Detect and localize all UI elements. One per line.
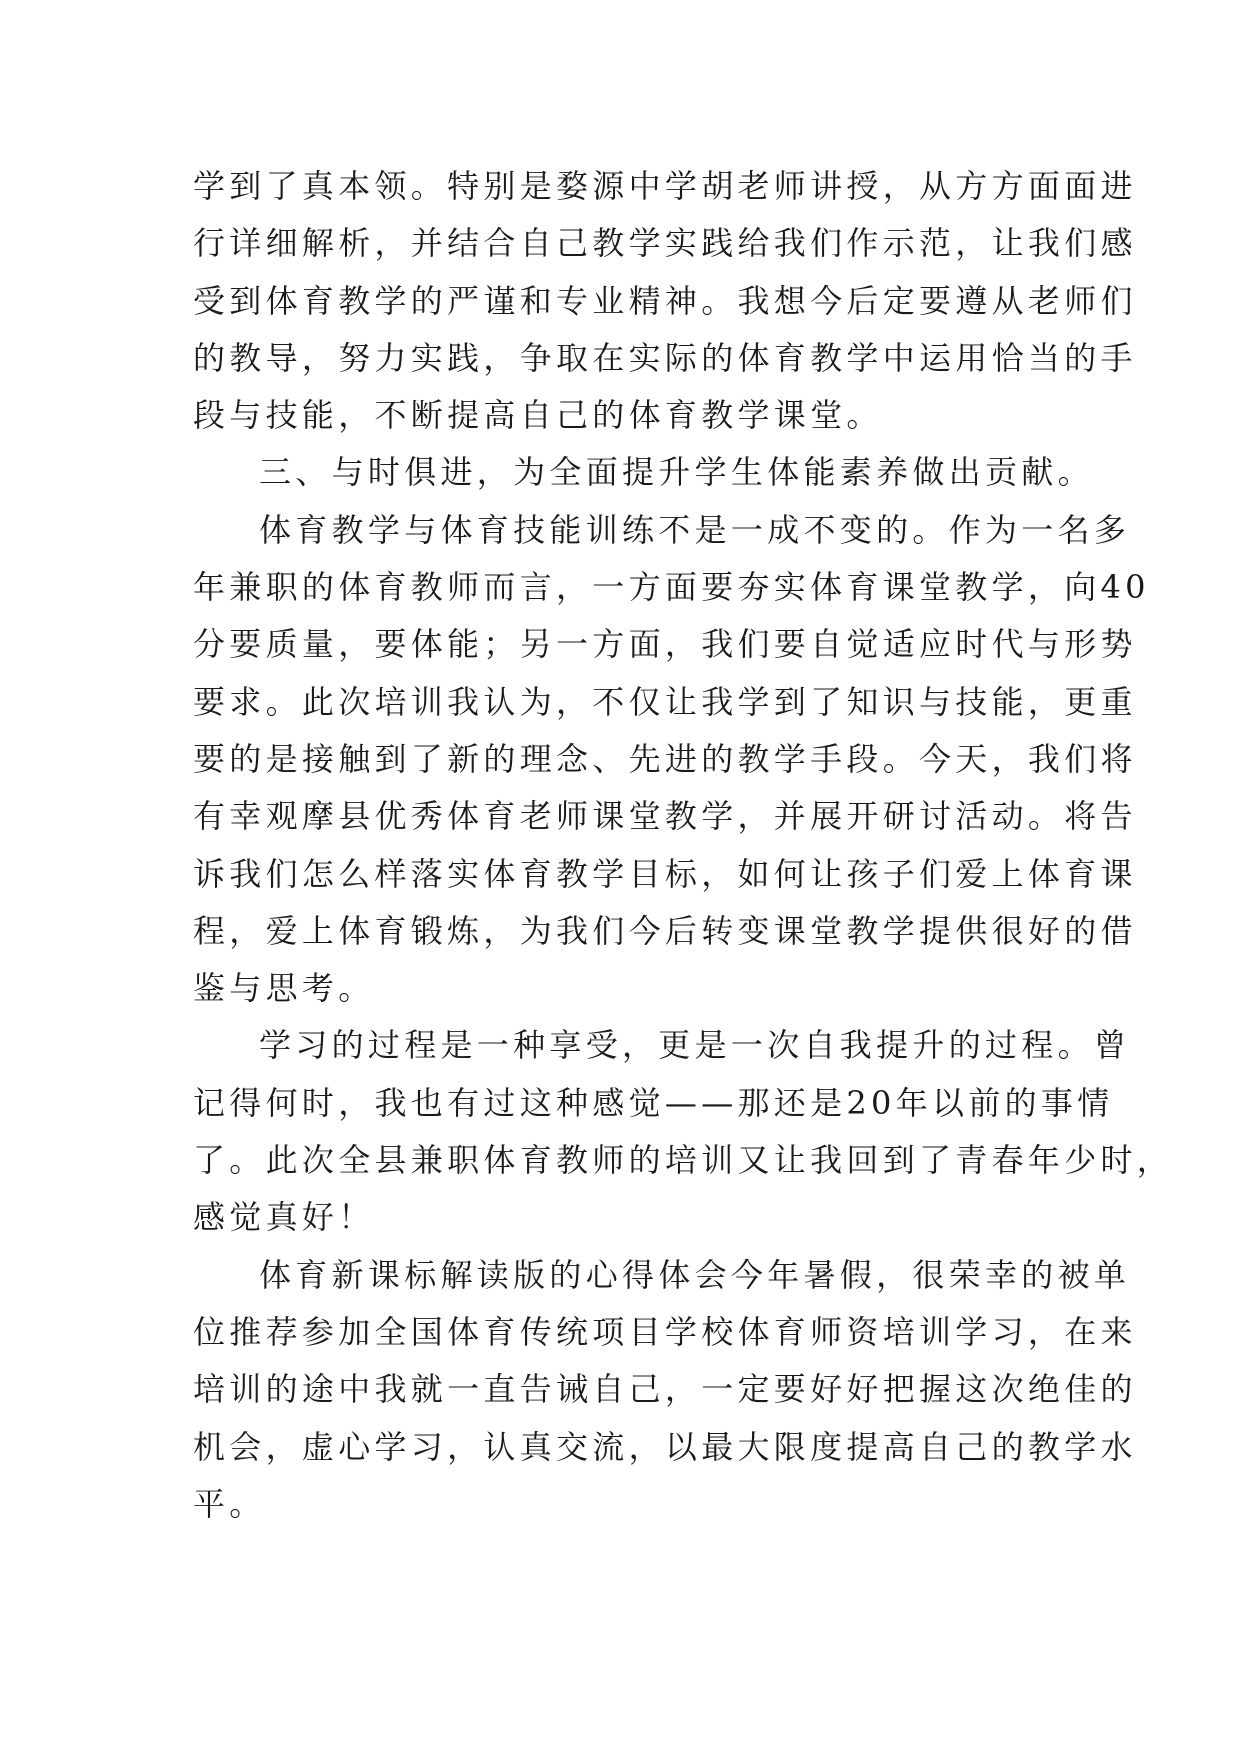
text-line: 鉴与思考。 (193, 969, 375, 1008)
text-line: 要求。此次培训我认为，不仅让我学到了知识与技能，更重 (193, 682, 1137, 721)
text-line: 培训的途中我就一直告诫自己，一定要好好把握这次绝佳的 (193, 1370, 1137, 1409)
text-line: 感觉真好！ (193, 1198, 375, 1237)
text-line: 的教导，努力实践，争取在实际的体育教学中运用恰当的手 (193, 338, 1137, 377)
text-line: 体育教学与体育技能训练不是一成不变的。作为一名多 (259, 510, 1131, 549)
text-line: 有幸观摩县优秀体育老师课堂教学，并展开研讨活动。将告 (193, 797, 1137, 836)
text-line: 程，爱上体育锻炼，为我们今后转变课堂教学提供很好的借 (193, 911, 1137, 950)
text-line: 分要质量，要体能；另一方面，我们要自觉适应时代与形势 (193, 625, 1137, 664)
section-heading: 三、与时俱进，为全面提升学生体能素养做出贡献。 (259, 453, 1094, 492)
text-line: 记得何时，我也有过这种感觉——那还是20年以前的事情 (193, 1083, 1114, 1122)
text-line: 了。此次全县兼职体育教师的培训又让我回到了青春年少时， (193, 1141, 1174, 1180)
text-line: 年兼职的体育教师而言，一方面要夯实体育课堂教学，向40 (193, 568, 1150, 607)
text-line: 学习的过程是一种享受，更是一次自我提升的过程。曾 (259, 1026, 1131, 1065)
text-line: 段与技能，不断提高自己的体育教学课堂。 (193, 396, 883, 435)
text-line: 体育新课标解读版的心得体会今年暑假，很荣幸的被单 (259, 1255, 1131, 1294)
text-line: 位推荐参加全国体育传统项目学校体育师资培训学习，在来 (193, 1312, 1137, 1351)
text-line: 诉我们怎么样落实体育教学目标，如何让孩子们爱上体育课 (193, 854, 1137, 893)
text-line: 学到了真本领。特别是婺源中学胡老师讲授，从方方面面进 (193, 167, 1137, 205)
text-line: 行详细解析，并结合自己教学实践给我们作示范，让我们感 (193, 224, 1137, 263)
text-line: 机会，虚心学习，认真交流，以最大限度提高自己的教学水 (193, 1427, 1137, 1466)
document-body (193, 158, 1174, 1533)
text-line: 平。 (193, 1484, 266, 1523)
text-line: 受到体育教学的严谨和专业精神。我想今后定要遵从老师们 (193, 281, 1137, 320)
text-line: 要的是接触到了新的理念、先进的教学手段。今天，我们将 (193, 739, 1137, 778)
